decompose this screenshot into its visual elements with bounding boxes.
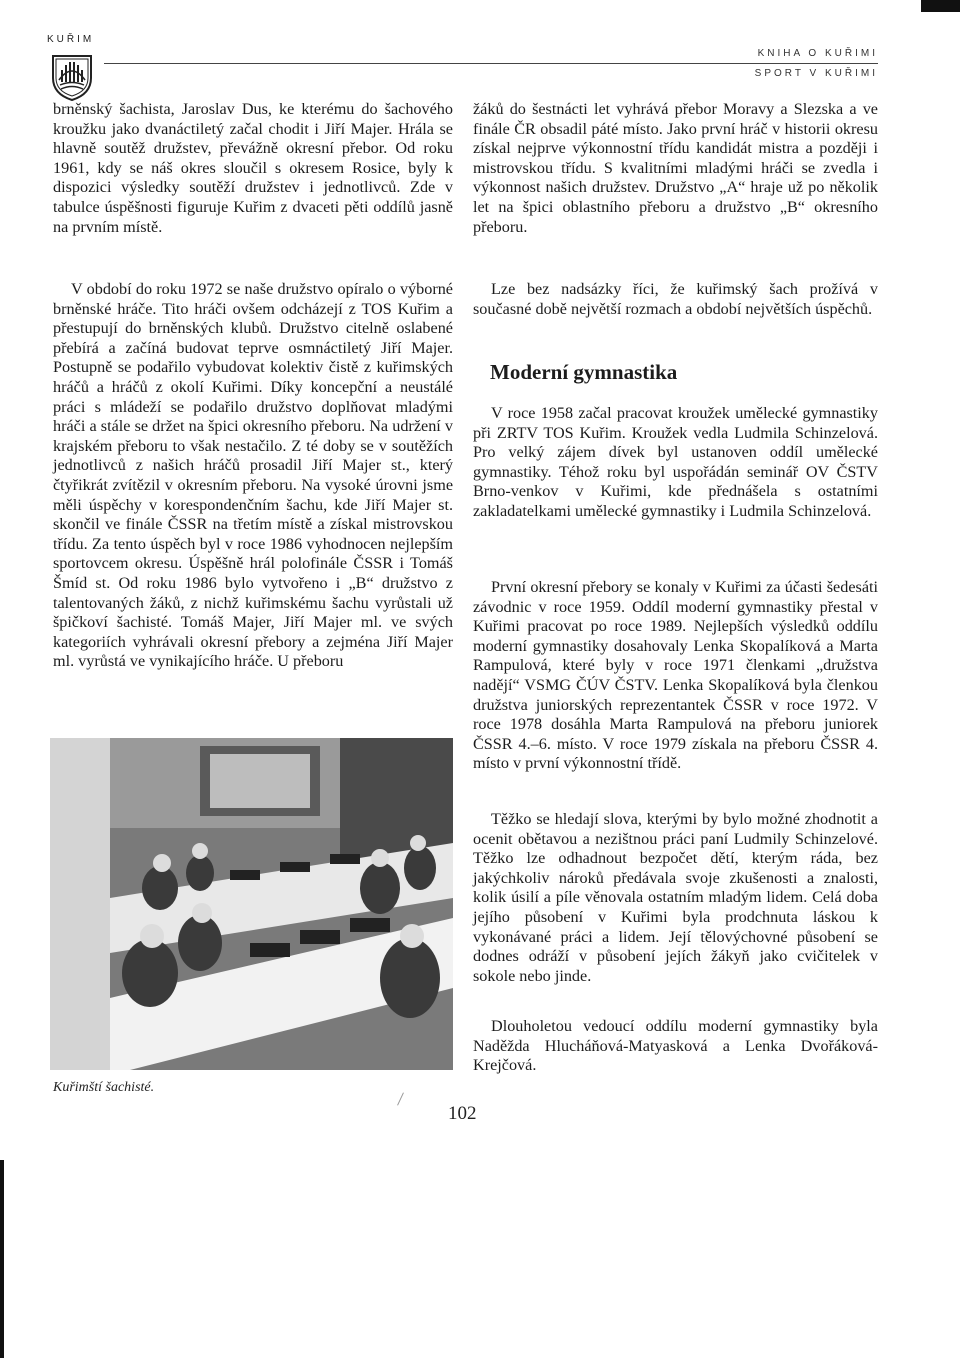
page-number: 102 bbox=[448, 1103, 477, 1124]
town-crest-icon bbox=[50, 50, 94, 102]
paragraph: Lze bez nadsázky říci, že kuřimský šach prožívá v současné době největší rozmach a období největších úspěchů. bbox=[473, 280, 878, 318]
header-left bbox=[47, 34, 107, 45]
paragraph: První okresní přebory se konaly v Kuřimi za účasti šedesáti závodnic v roce 1959. Oddíl moderní gymnastiky přestal v Kuřimi pracovat po roce 1989. Nejlepších výsledků oddílu moderní gymnastiky dosahovaly Lenka Skopalíková a Marta Rampulová, které byly v roce 1971 členkami „družstva nadějí“ VSMG ČÚV ČSTV. Lenka Skopalíková byla členkou družstva juniorských reprezentantek ČSSR v roce 1972. V roce 1978 dosáhla Marta Rampulová na přeboru juniorek ČSSR 4.–6. místo. V roce 1979 získala na přeboru ČSSR 4. místo v první výkonnostní třídě. bbox=[473, 578, 878, 773]
paragraph: Těžko se hledají slova, kterými by bylo možné zhodnotit a ocenit obětavou a nezištnou práci paní Ludmily Schinzelové. Těžko lze odhadnout bezpočet dětí, kterým ráda, bez jakýchkoliv nároků předávala svoje zkušenosti a znalosti, kolik úsilí a píle věnovala ostatním mladým lidem. Celá doba jejího působení v Kuřimi byla prodchnuta láskou k vykonávané práci a lidem. Její tělovýchovné působení se dodnes odráží v působení jejích žákyň jako cvičitelek v sokole nebo jinde. bbox=[473, 810, 878, 985]
book-title: KNIHA O KUŘIMI bbox=[757, 48, 878, 59]
section-title: SPORT V KUŘIMI bbox=[754, 68, 878, 79]
chess-players-photo bbox=[50, 738, 453, 1070]
paragraph: Dlouholetou vedoucí oddílu moderní gymnastiky byla Naděžda Hlucháňová-Matyasková a Lenka Dvořáková-Krejčová. bbox=[473, 1017, 878, 1075]
section-heading: Moderní gymnastika bbox=[490, 360, 678, 384]
header-rule bbox=[104, 63, 878, 64]
scan-edge-mark bbox=[921, 0, 960, 12]
town-name: KUŘIM bbox=[47, 34, 95, 45]
paragraph: V roce 1958 začal pracovat kroužek umělecké gymnastiky při ZRTV TOS Kuřim. Kroužek vedla Ludmila Schinzelová. Pro velký zájem dívek byl ustanoven oddíl umělecké gymnastiky. Téhož roku byl uspořádán seminář OV ČSTV Brno-venkov v Kuřimi, kde přednášela s ostatními zakladatelkami umělecké gymnastiky i Ludmila Schinzelová. bbox=[473, 404, 878, 520]
photo-caption: Kuřimští šachisté. bbox=[53, 1080, 155, 1095]
scan-artifact bbox=[397, 1092, 404, 1105]
paragraph: brněnský šachista, Jaroslav Dus, ke kterému do šachového kroužku jako dvanáctiletý začal chodit i Jiří Majer. Hrála se hlavně soutěž družstev, převážně okresní přebor. Od roku 1961, kdy se náš okres sloučil s okresem Rosice, byly k dispozici výsledky soutěží družstev i jednotlivců. Zde v tabulce úspěšnosti figuruje Kuřim z dvaceti pěti oddílů jasně na prvním místě. bbox=[53, 100, 453, 236]
scan-edge-mark bbox=[0, 1160, 4, 1358]
paragraph: žáků do šestnácti let vyhrává přebor Moravy a Slezska a ve finále ČR obsadil páté místo. Jako první hráč v historii okresu získal nejprve výkonnostní třídu kandidát mistra a později i mistrovskou třídu. S kvalitními mladými hráči se zvedla i výkonnost našich družstev. Družstvo „A“ hraje už po několik let na špici oblastního přeboru a družstvo „B“ okresního přeboru. bbox=[473, 100, 878, 236]
paragraph: V období do roku 1972 se naše družstvo opíralo o výborné brněnské hráče. Tito hráči ovšem odcházejí z TOS Kuřim a přestupují do brněnských klubů. Družstvo citelně oslabené přebírá a začíná budovat teprve osmnáctiletý Jiří Majer. Postupně se podařilo vybudovat kolektiv čistě z kuřimských hráčů a hráčů z okolí Kuřimi. Díky koncepční a neustálé práci s mládeží se podařilo družstvo doplňovat mladými hráči a stále se držet na špici okresního přeboru. Na udržení v krajském přeboru to však nestačilo. Z té doby se v soutěžích jednotlivců z našich hráčů prosadil Jiří Majer st., který čtyřikrát zvítězil v okresním přeboru. Na vysoké úrovni jsme měli úspěchy v korespondenčním šachu, kde Jiří Majer st. skončil ve finále ČSSR na třetím místě a získal mistrovskou třídu. Za tento úspěch byl v roce 1986 vyhodnocen nejlepším sportovcem okresu. Úspěšně hrál polofinále ČSSR i Tomáš Šmíd st. Od roku 1986 bylo vytvořeno i „B“ družstvo z talentovaných žáků, z nichž kuřimskému šachu vyrůstali už špičkoví šachisté. Tomáš Majer, Jiří Majer ml. ve svých kategoriích vyhrávali okresní přebory a zejména Jiří Majer ml. vyrůstá ve vynikajícího hráče. U přeboru bbox=[53, 280, 453, 671]
